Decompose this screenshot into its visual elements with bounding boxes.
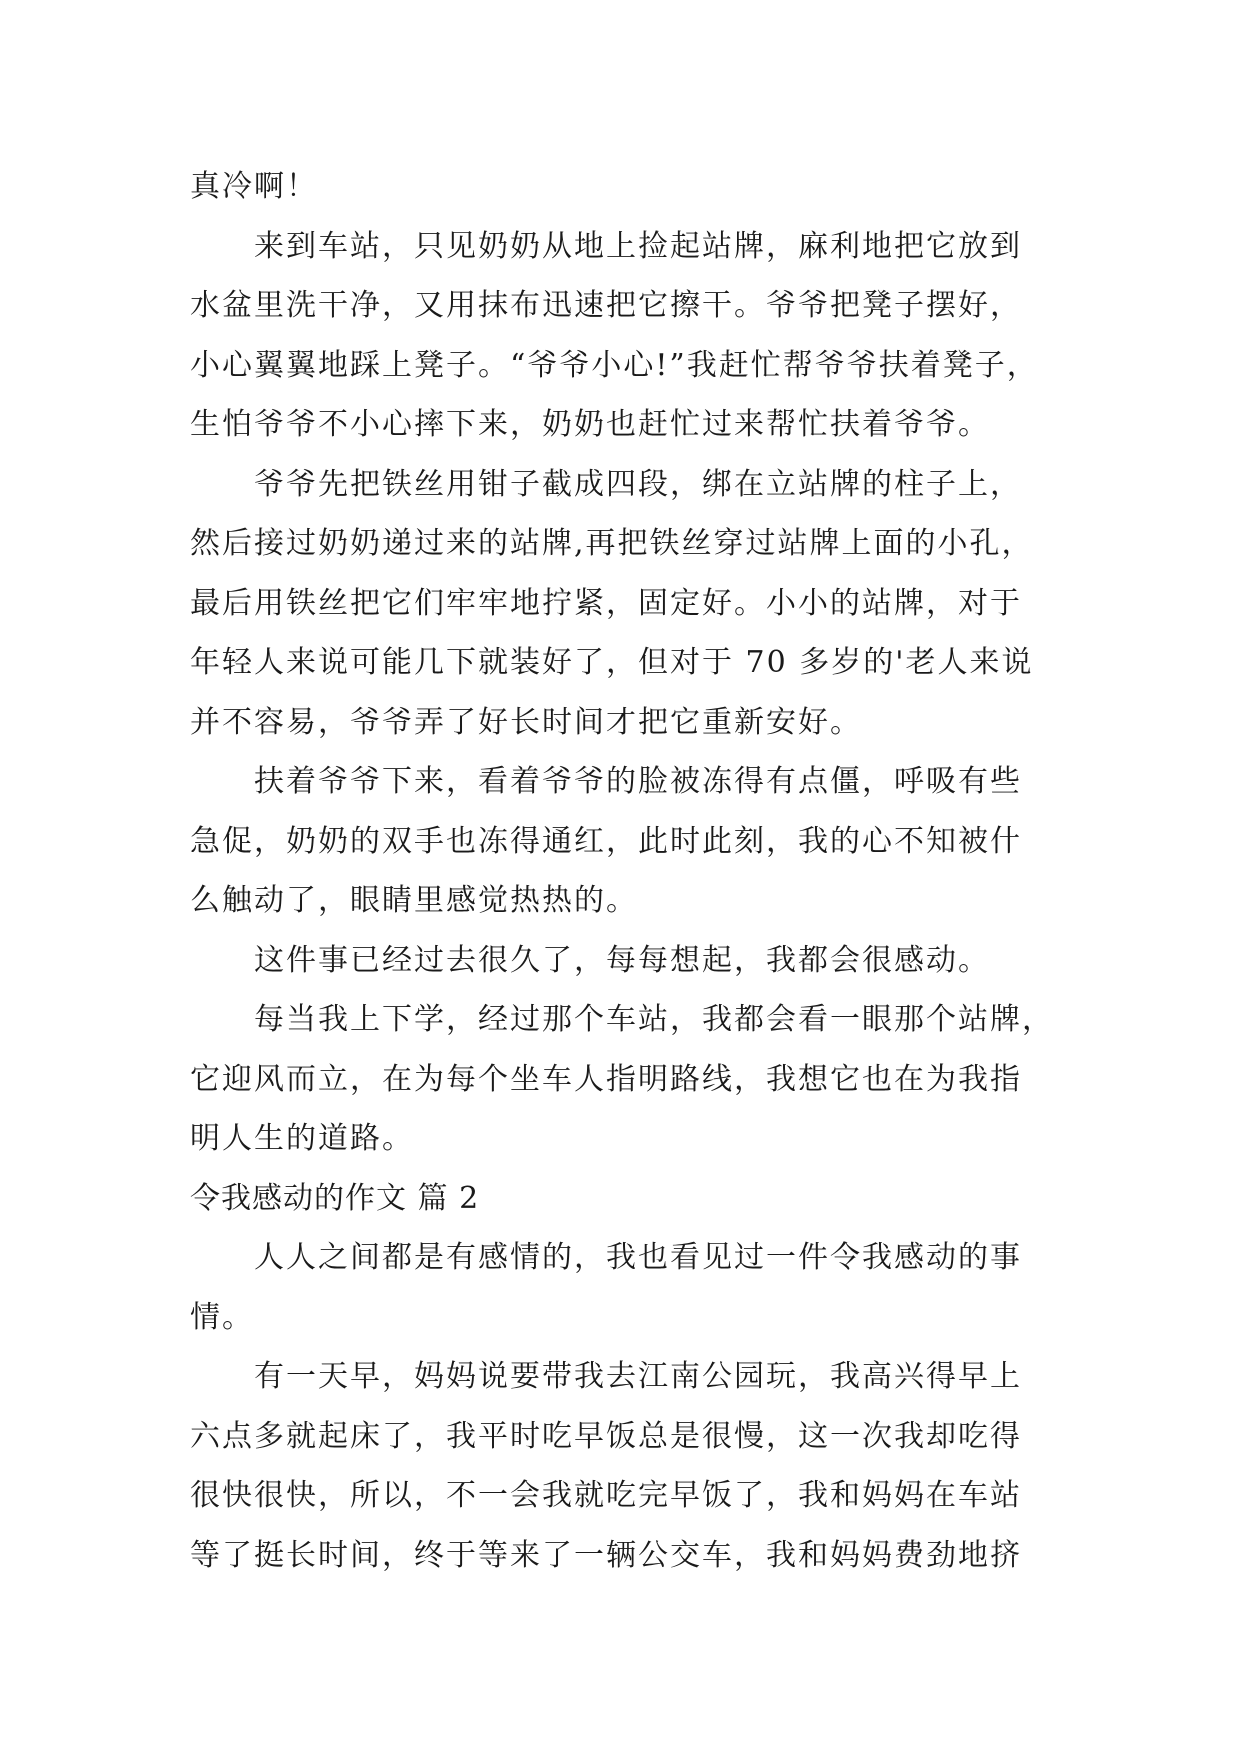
section-heading: 令我感动的作文 篇 2 — [190, 1180, 480, 1216]
text-line: 么触动了，眼睛里感觉热热的。 — [190, 883, 638, 918]
text-line: 它迎风而立，在为每个坐车人指明路线，我想它也在为我指 — [190, 1061, 1022, 1097]
text-line: 真冷啊！ — [190, 169, 318, 204]
text-line: 等了挺长时间，终于等来了一辆公交车，我和妈妈费劲地挤 — [190, 1537, 1022, 1573]
text-line: 小心翼翼地踩上凳子。“爷爷小心!”我赶忙帮爷爷扶着凳子， — [190, 347, 1039, 383]
text-line: 生怕爷爷不小心摔下来，奶奶也赶忙过来帮忙扶着爷爷。 — [190, 407, 990, 442]
text-line: 急促，奶奶的双手也冻得通红，此时此刻，我的心不知被什 — [190, 823, 1022, 859]
paragraph-start-line: 每当我上下学，经过那个车站，我都会看一眼那个站牌， — [254, 1002, 1054, 1037]
text-line: 年轻人来说可能几下就装好了，但对于 70 多岁的'老人来说 — [190, 645, 1034, 680]
paragraph-start-line: 人人之间都是有感情的，我也看见过一件令我感动的事 — [254, 1240, 1022, 1275]
text-line: 并不容易，爷爷弄了好长时间才把它重新安好。 — [190, 704, 862, 740]
paragraph-start-line: 这件事已经过去很久了，每每想起，我都会很感动。 — [254, 942, 990, 978]
paragraph-start-line: 爷爷先把铁丝用钳子截成四段，绑在立站牌的柱子上， — [254, 466, 1022, 502]
document-body — [190, 157, 1090, 1585]
paragraph-start-line: 扶着爷爷下来，看着爷爷的脸被冻得有点僵，呼吸有些 — [254, 764, 1022, 799]
paragraph-start-line: 来到车站，只见奶奶从地上捡起站牌，麻利地把它放到 — [254, 228, 1022, 264]
paragraph-start-line: 有一天早，妈妈说要带我去江南公园玩，我高兴得早上 — [254, 1359, 1022, 1394]
text-line: 很快很快，所以，不一会我就吃完早饭了，我和妈妈在车站 — [190, 1478, 1022, 1513]
text-line: 明人生的道路。 — [190, 1121, 414, 1156]
text-line: 然后接过奶奶递过来的站牌,再把铁丝穿过站牌上面的小孔， — [190, 526, 1034, 561]
text-line: 水盆里洗干净，又用抹布迅速把它擦干。爷爷把凳子摆好， — [190, 288, 1022, 323]
text-line: 六点多就起床了，我平时吃早饭总是很慢，这一次我却吃得 — [190, 1418, 1022, 1454]
text-line: 情。 — [190, 1299, 254, 1335]
text-line: 最后用铁丝把它们牢牢地拧紧，固定好。小小的站牌，对于 — [190, 585, 1022, 621]
